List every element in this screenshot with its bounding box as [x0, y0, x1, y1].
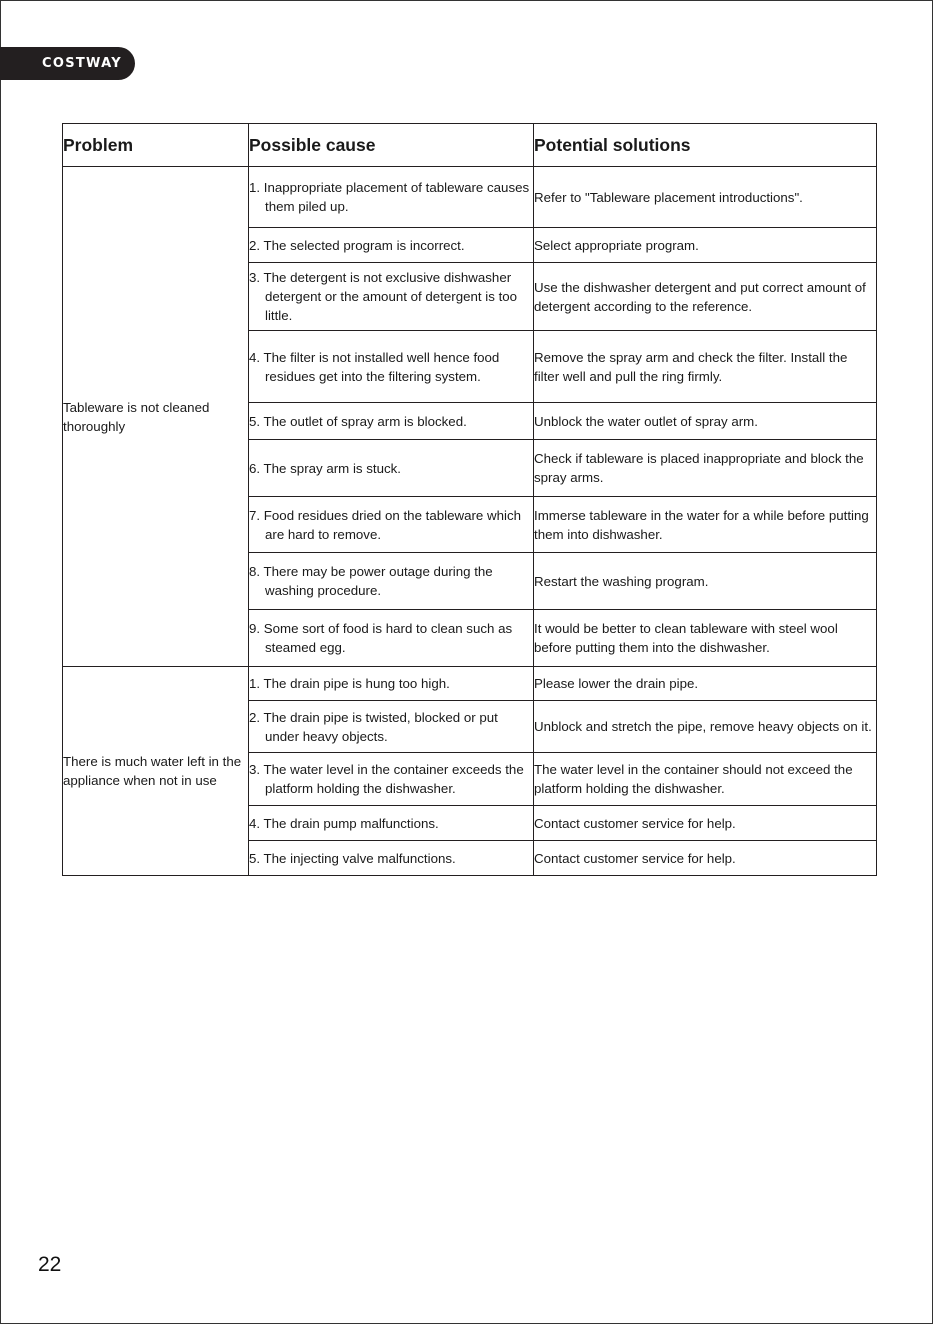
- cause-text: 1. The drain pipe is hung too high.: [249, 676, 450, 691]
- cause-cell: [249, 167, 534, 228]
- header-possible-cause: Possible cause: [249, 124, 534, 167]
- cause-cell: [249, 497, 534, 553]
- cause-text: 1. Inappropriate placement of tableware causes them piled up.: [249, 180, 530, 214]
- cause-cell: [249, 806, 534, 841]
- problem-cell: Tableware is not cleaned thoroughly: [63, 167, 249, 667]
- solution-cell: Please lower the drain pipe.: [534, 667, 877, 701]
- cause-cell: [249, 440, 534, 497]
- solution-cell: The water level in the container should not exceed the platform holding the dishwasher.: [534, 753, 877, 806]
- cause-text: 2. The drain pipe is twisted, blocked or put under heavy objects.: [249, 709, 498, 744]
- solution-cell: Contact customer service for help.: [534, 841, 877, 876]
- cause-cell: [249, 610, 534, 667]
- solution-cell: Refer to "Tableware placement introductions".: [534, 167, 877, 228]
- solution-cell: Unblock the water outlet of spray arm.: [534, 403, 877, 440]
- page-number: 22: [38, 1253, 62, 1276]
- solution-cell: It would be better to clean tableware with steel wool before putting them into the dishwasher.: [534, 610, 877, 667]
- cause-cell: [249, 667, 534, 701]
- cause-text: 4. The drain pump malfunctions.: [249, 815, 439, 831]
- cause-cell: [249, 841, 534, 876]
- cause-cell: [249, 753, 534, 806]
- solution-cell: Contact customer service for help.: [534, 806, 877, 841]
- troubleshooting-table: [62, 123, 877, 876]
- cause-text: 5. The outlet of spray arm is blocked.: [249, 413, 467, 429]
- cause-text: 7. Food residues dried on the tableware which are hard to remove.: [249, 507, 522, 542]
- solution-cell: Immerse tableware in the water for a while before putting them into dishwasher.: [534, 497, 877, 553]
- costway-logo: COSTWAY: [0, 47, 135, 80]
- table-header-row: [63, 124, 877, 167]
- cause-text: 6. The spray arm is stuck.: [249, 460, 401, 476]
- solution-cell: Use the dishwasher detergent and put correct amount of detergent according to the reference.: [534, 263, 877, 331]
- cause-text: 3. The detergent is not exclusive dishwasher detergent or the amount of detergent is too little.: [249, 270, 518, 323]
- cause-cell: [249, 263, 534, 331]
- solution-cell: Restart the washing program.: [534, 553, 877, 610]
- solution-cell: Check if tableware is placed inappropriate and block the spray arms.: [534, 440, 877, 497]
- solution-cell: Select appropriate program.: [534, 228, 877, 263]
- solution-cell: Unblock and stretch the pipe, remove heavy objects on it.: [534, 701, 877, 753]
- cause-text: 5. The injecting valve malfunctions.: [249, 850, 456, 866]
- table-row: [63, 167, 877, 228]
- table-row: [63, 667, 877, 701]
- cause-text: 4. The filter is not installed well hence food residues get into the filtering system.: [249, 349, 500, 384]
- solution-cell: Remove the spray arm and check the filter. Install the filter well and pull the ring firmly.: [534, 331, 877, 403]
- cause-text: 2. The selected program is incorrect.: [249, 237, 465, 253]
- cause-cell: [249, 403, 534, 440]
- cause-text: 8. There may be power outage during the washing procedure.: [249, 564, 493, 598]
- cause-text: 9. Some sort of food is hard to clean such as steamed egg.: [249, 621, 513, 655]
- cause-text: 3. The water level in the container exceeds the platform holding the dishwasher.: [249, 762, 524, 796]
- cause-cell: [249, 228, 534, 263]
- cause-cell: [249, 553, 534, 610]
- header-problem: Problem: [63, 124, 249, 167]
- problem-cell: There is much water left in the appliance when not in use: [63, 667, 249, 876]
- cause-cell: [249, 701, 534, 753]
- cause-cell: [249, 331, 534, 403]
- header-potential-solutions: Potential solutions: [534, 124, 877, 167]
